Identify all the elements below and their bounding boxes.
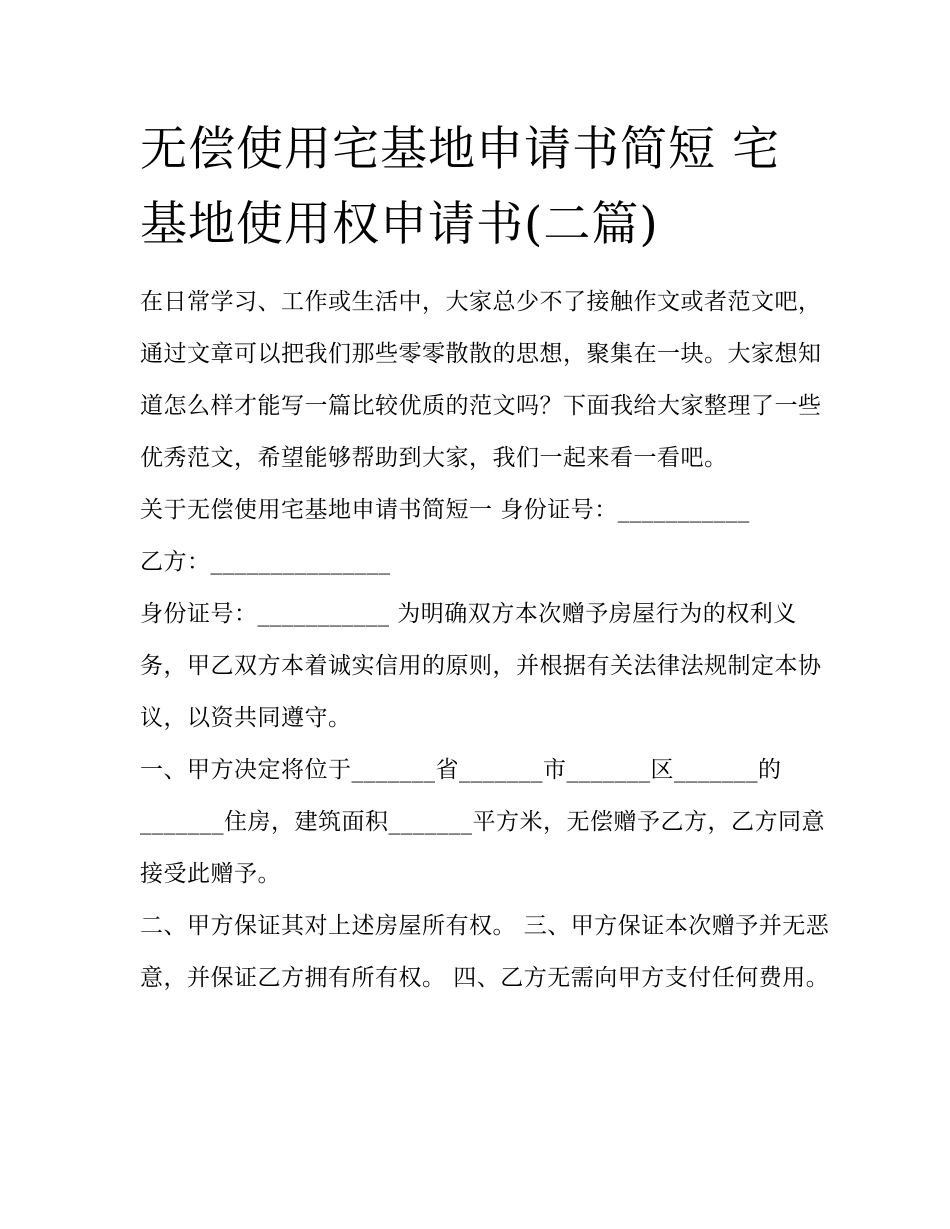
intro-paragraph: 在日常学习、工作或生活中，大家总少不了接触作文或者范文吧，通过文章可以把我们那些零零散散的思想，聚集在一块。大家想知道怎么样才能写一篇比较优质的范文吗？下面我给大家整理了一些优秀范文，希望能够帮助到大家，我们一起来看一看吧。 xyxy=(140,289,822,471)
section-heading-id-line: 关于无偿使用宅基地申请书简短一 身份证号：___________ xyxy=(140,497,750,523)
clauses-two-to-four: 二、甲方保证其对上述房屋所有权。 三、甲方保证本次赠予并无恶意，并保证乙方拥有所有权。 四、乙方无需向甲方支付任何费用。 xyxy=(140,913,830,991)
purpose-paragraph: 身份证号：___________ 为明确双方本次赠予房屋行为的权利义务，甲乙双方本着诚实信用的原则，并根据有关法律法规制定本协议，以资共同遵守。 xyxy=(140,601,822,731)
party-b-line: 乙方：_______________ xyxy=(140,549,391,575)
document-body xyxy=(140,276,830,1004)
document-title: 无偿使用宅基地申请书简短 宅基地使用权申请书(二篇) xyxy=(140,122,780,252)
clause-one: 一、甲方决定将位于_______省_______市_______区_______的_______住房，建筑面积_______平方米，无偿赠予乙方，乙方同意接受此赠予。 xyxy=(140,757,825,887)
